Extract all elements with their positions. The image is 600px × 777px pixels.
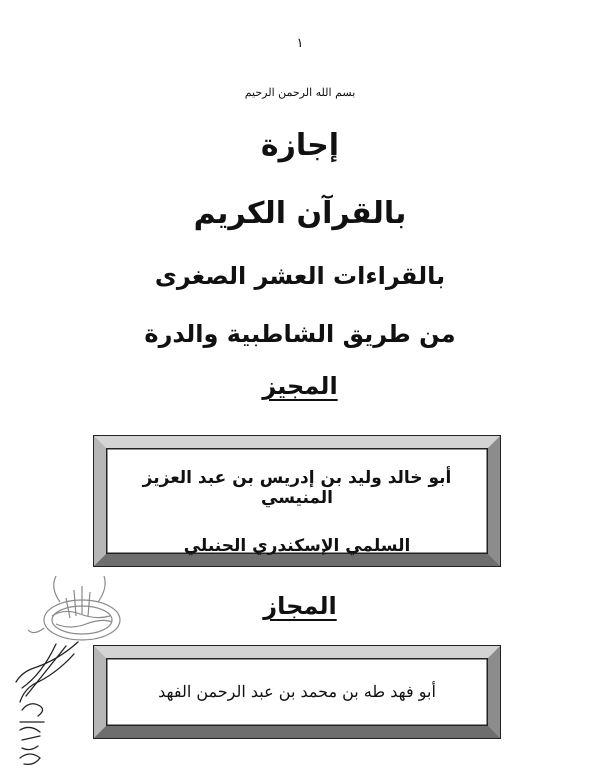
mujiz-frame xyxy=(94,436,500,566)
heading-qiraat: بالقراءات العشر الصغرى xyxy=(154,262,446,290)
heading-tariq: من طريق الشاطبية والدرة xyxy=(144,320,456,348)
mujiz-name-line-2: السلمي الإسكندري الحنبلي xyxy=(183,536,411,556)
signature xyxy=(8,636,88,772)
mujaz-frame xyxy=(94,646,500,738)
mujiz-name-line-1: أبو خالد وليد بن إدريس بن عبد العزيز المنيسي xyxy=(142,468,452,508)
mujiz-label: المجيز xyxy=(262,372,338,400)
heading-ijaza: إجازة xyxy=(260,128,340,163)
basmala: بسم الله الرحمن الرحيم xyxy=(244,86,356,99)
page-number: ١ xyxy=(296,36,304,51)
heading-quran: بالقرآن الكريم xyxy=(193,196,407,231)
mujaz-label: المجاز xyxy=(263,592,337,620)
mujaz-name: أبو فهد طه بن محمد بن عبد الرحمن الفهد xyxy=(158,682,436,701)
